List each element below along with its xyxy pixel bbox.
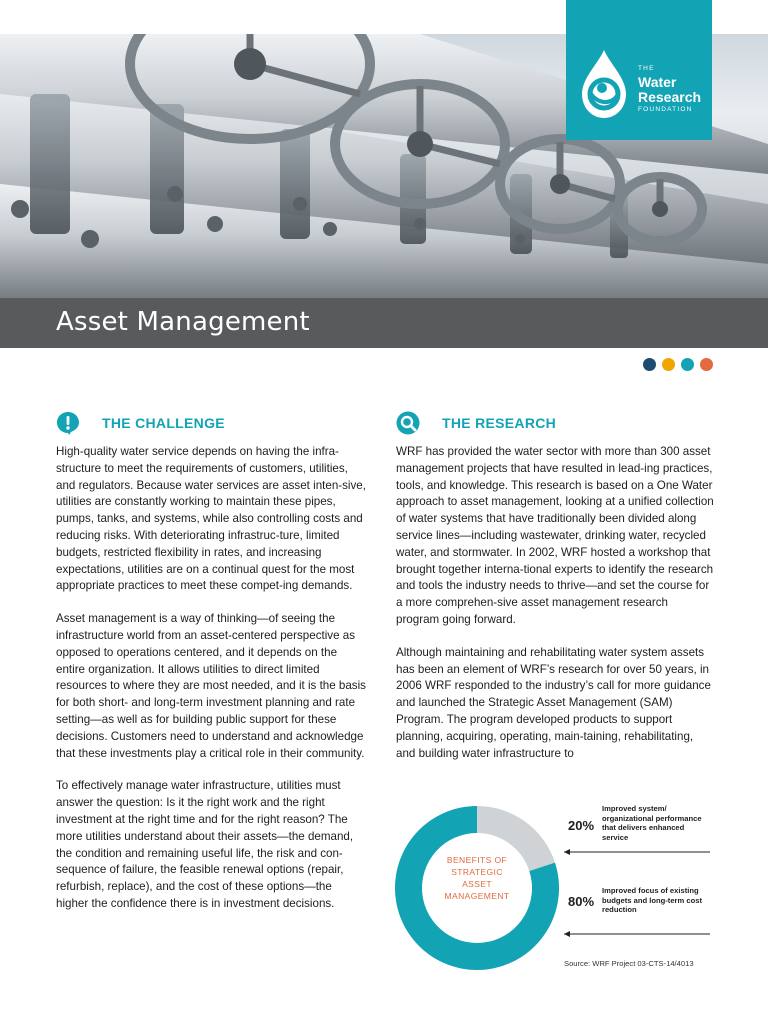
chart-title-line: MANAGEMENT (444, 891, 510, 901)
challenge-section (56, 408, 366, 929)
chart-center-label (432, 854, 522, 902)
logo-the: THE (638, 65, 655, 72)
warning-icon (56, 411, 80, 435)
water-drop-logo-icon (576, 48, 632, 120)
desc-line: budgets and long-term cost (602, 895, 702, 905)
leader-arrow (564, 849, 570, 855)
accent-dot (643, 358, 656, 371)
research-heading: THE RESEARCH (442, 415, 557, 431)
desc-line: service (602, 832, 629, 842)
challenge-paragraph: To effectively manage water infrastructure, utilities must answer the question: Is it the right work and the right investment at the right time and for the right reason? The more utilities understand about their assets—the demand, the condition and remaining useful life, the risk and con-sequence of failure, the feasible renewal options (repair, refurbish, replace), and the cost of these options—the higher the confidence there is in investment decisions. (56, 779, 354, 910)
accent-dot (700, 358, 713, 371)
logo-foundation: FOUNDATION (638, 105, 693, 113)
logo-water: Water (638, 73, 677, 90)
pct-label-20: 20% (568, 818, 595, 833)
research-paragraph: WRF has provided the water sector with more than 300 asset management projects that have resulted in lead-ing practices, tools, and knowledge. This research is based on a One Water approach to asset management, looking at a unified collection of water systems that have traditionally been divided along service lines—including wastewater, drinking water, recycled water, and stormwater. In 2002, WRF hosted a workshop that brought together interna-tional experts to identify the research and tools the industry needs to thrive—and set the course for a more comprehen-sive asset management research program going forward. (396, 445, 714, 626)
desc-line: that delivers enhanced (602, 823, 685, 833)
desc-line: Improved system/ (602, 804, 667, 813)
desc-line: Improved focus of existing (602, 886, 699, 895)
wrf-logo (566, 0, 712, 140)
logo-research: Research (638, 88, 702, 105)
pct-label-80: 80% (568, 894, 595, 909)
desc-line: organizational performance (602, 813, 702, 823)
desc-line: reduction (602, 905, 637, 915)
chart-title-line: STRATEGIC (451, 867, 503, 877)
accent-dot (662, 358, 675, 371)
leader-arrow (564, 931, 570, 937)
challenge-paragraph: High-quality water service depends on having the infra-structure to meet the requirements of customers, utilities, and regulators. Because water services are asset inten-sive, utilities are constantly working to maintain these pipes, pumps, tanks, and systems, while also controlling costs and reducing risks. With deteriorating infrastruc-ture, limited budgets, restricted flexibility in rates, and increasing expectations, utilities are on a continual quest for the most appropriate practices to meet these compet-ing demands. (56, 445, 366, 593)
chart-title-line: BENEFITS OF (446, 855, 508, 865)
chart-source: Source: WRF Project 03-CTS-14/4013 (564, 959, 694, 968)
slice-description-20 (602, 804, 702, 842)
research-paragraph: Although maintaining and rehabilitating water system assets has been an element of WRF’s research for over 50 years, in 2006 WRF responded to the industry’s call for more guidance and launched the Strategic Asset Management (SAM) Program. The program developed products to support planning, acquiring, operating, main-taining, rehabilitating, and building water infrastructure to (396, 645, 711, 760)
research-section (396, 408, 714, 778)
chart-title-line: ASSET (462, 879, 492, 889)
accent-dots (643, 358, 713, 371)
page-title: Asset Management (56, 307, 310, 337)
challenge-heading: THE CHALLENGE (102, 415, 225, 431)
magnifier-icon (396, 411, 420, 435)
benefits-chart (392, 794, 732, 984)
title-bar (0, 298, 768, 348)
slice-description-80 (602, 886, 702, 915)
accent-dot (681, 358, 694, 371)
challenge-paragraph: Asset management is a way of thinking—of seeing the infrastructure world from an asset-centered perspective as opposed to operations centered, and it depends on the entire organization. It allows utilities to direct limited resources to where they are most needed, and it is the basis for both short- and long-term investment planning and rate setting—as well as for building public support for these decisions. Customers need to understand and acknowledge that these investments play a critical role in their community. (56, 612, 366, 760)
